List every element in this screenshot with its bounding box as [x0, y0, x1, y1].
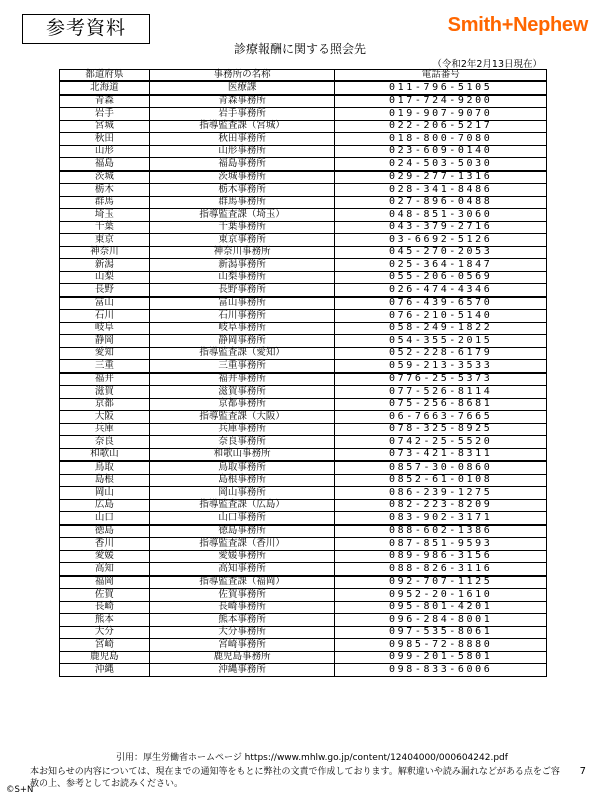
office-name-cell: 長野事務所: [149, 284, 335, 297]
phone-number-cell: 045-270-2053: [335, 246, 547, 259]
prefecture-cell: 福井: [60, 373, 150, 386]
phone-number-cell: 019-907-9070: [335, 108, 547, 121]
table-row: [60, 448, 547, 461]
table-row: [60, 284, 547, 297]
phone-number-cell: 087-851-9593: [335, 538, 547, 551]
office-name-cell: 兵庫事務所: [149, 423, 335, 436]
prefecture-cell: 鳥取: [60, 461, 150, 474]
prefecture-cell: 広島: [60, 499, 150, 512]
office-name-cell: 島根事務所: [149, 474, 335, 487]
page-title: 診療報酬に関する照会先: [233, 42, 366, 56]
phone-number-cell: 017-724-9200: [335, 95, 547, 108]
table-row: [60, 423, 547, 436]
office-name-cell: 岩手事務所: [149, 108, 335, 121]
office-name-cell: 岡山事務所: [149, 487, 335, 500]
table-row: [60, 259, 547, 272]
phone-number-cell: 086-239-1275: [335, 487, 547, 500]
prefecture-cell: 岐阜: [60, 322, 150, 335]
office-name-cell: 群馬事務所: [149, 196, 335, 209]
table-row: [60, 120, 547, 133]
prefecture-cell: 長崎: [60, 601, 150, 614]
office-name-cell: 沖縄事務所: [149, 664, 335, 677]
table-row: [60, 614, 547, 627]
office-name-cell: 神奈川事務所: [149, 246, 335, 259]
phone-number-cell: 098-833-6006: [335, 664, 547, 677]
office-name-cell: 熊本事務所: [149, 614, 335, 627]
office-name-cell: 山梨事務所: [149, 271, 335, 284]
table-row: [60, 550, 547, 563]
phone-number-cell: 029-277-1316: [335, 171, 547, 184]
prefecture-cell: 熊本: [60, 614, 150, 627]
phone-number-cell: 092-707-1125: [335, 576, 547, 589]
table-row: [60, 386, 547, 399]
phone-number-cell: 027-896-0488: [335, 196, 547, 209]
table-row: [60, 171, 547, 184]
office-name-cell: 青森事務所: [149, 95, 335, 108]
table-row: [60, 310, 547, 323]
office-name-cell: 奈良事務所: [149, 436, 335, 449]
phone-number-cell: 011-796-5105: [335, 81, 547, 95]
prefecture-cell: 栃木: [60, 184, 150, 197]
table-row: [60, 95, 547, 108]
prefecture-cell: 香川: [60, 538, 150, 551]
as-of-date: （令和2年2月13日現在）: [432, 59, 542, 70]
table-row: [60, 373, 547, 386]
phone-number-cell: 024-503-5030: [335, 158, 547, 171]
phone-number-cell: 088-826-3116: [335, 563, 547, 576]
prefecture-cell: 京都: [60, 398, 150, 411]
phone-number-cell: 076-210-5140: [335, 310, 547, 323]
phone-number-cell: 043-379-2716: [335, 221, 547, 234]
phone-number-cell: 095-801-4201: [335, 601, 547, 614]
office-name-cell: 山口事務所: [149, 512, 335, 525]
prefecture-cell: 大分: [60, 626, 150, 639]
table-row: [60, 411, 547, 424]
office-name-cell: 高知事務所: [149, 563, 335, 576]
phone-number-cell: 0742-25-5520: [335, 436, 547, 449]
prefecture-cell: 宮崎: [60, 639, 150, 652]
office-name-cell: 富山事務所: [149, 297, 335, 310]
prefecture-cell: 沖縄: [60, 664, 150, 677]
table-row: [60, 271, 547, 284]
phone-number-cell: 082-223-8209: [335, 499, 547, 512]
office-name-cell: 宮崎事務所: [149, 639, 335, 652]
office-name-cell: 和歌山事務所: [149, 448, 335, 461]
office-name-cell: 大分事務所: [149, 626, 335, 639]
prefecture-cell: 徳島: [60, 525, 150, 538]
table-row: [60, 626, 547, 639]
table-row: [60, 196, 547, 209]
prefecture-cell: 奈良: [60, 436, 150, 449]
table-row: [60, 347, 547, 360]
phone-number-cell: 088-602-1386: [335, 525, 547, 538]
office-name-cell: 秋田事務所: [149, 133, 335, 146]
phone-number-cell: 052-228-6179: [335, 347, 547, 360]
source-citation: 引用：厚生労働省ホームページ https://www.mhlw.go.jp/content/12404000/000604242.pdf: [116, 753, 508, 763]
prefecture-cell: 愛知: [60, 347, 150, 360]
prefecture-cell: 北海道: [60, 81, 150, 95]
phone-number-cell: 0985-72-8880: [335, 639, 547, 652]
office-name-cell: 石川事務所: [149, 310, 335, 323]
table-row: [60, 474, 547, 487]
prefecture-cell: 東京: [60, 234, 150, 247]
column-header-office-name: 事務所の名称: [149, 70, 335, 82]
office-name-cell: 指導監査課（大阪）: [149, 411, 335, 424]
phone-number-cell: 059-213-3533: [335, 360, 547, 373]
phone-number-cell: 089-986-3156: [335, 550, 547, 563]
office-name-cell: 指導監査課（宮城）: [149, 120, 335, 133]
prefecture-cell: 長野: [60, 284, 150, 297]
office-name-cell: 指導監査課（香川）: [149, 538, 335, 551]
prefecture-cell: 山口: [60, 512, 150, 525]
phone-number-cell: 023-609-0140: [335, 145, 547, 158]
office-name-cell: 新潟事務所: [149, 259, 335, 272]
office-name-cell: 佐賀事務所: [149, 589, 335, 602]
table-row: [60, 221, 547, 234]
prefecture-cell: 茨城: [60, 171, 150, 184]
table-row: [60, 145, 547, 158]
phone-number-cell: 078-325-8925: [335, 423, 547, 436]
prefecture-cell: 山形: [60, 145, 150, 158]
phone-number-cell: 03-6692-5126: [335, 234, 547, 247]
office-name-cell: 滋賀事務所: [149, 386, 335, 399]
table-row: [60, 512, 547, 525]
prefecture-cell: 青森: [60, 95, 150, 108]
office-name-cell: 静岡事務所: [149, 335, 335, 348]
table-row: [60, 158, 547, 171]
prefecture-cell: 滋賀: [60, 386, 150, 399]
prefecture-cell: 鹿児島: [60, 651, 150, 664]
phone-number-cell: 083-902-3171: [335, 512, 547, 525]
office-name-cell: 指導監査課（愛知）: [149, 347, 335, 360]
office-name-cell: 福島事務所: [149, 158, 335, 171]
phone-number-cell: 058-249-1822: [335, 322, 547, 335]
table-row: [60, 209, 547, 222]
office-name-cell: 愛媛事務所: [149, 550, 335, 563]
phone-number-cell: 022-206-5217: [335, 120, 547, 133]
phone-number-cell: 028-341-8486: [335, 184, 547, 197]
table-row: [60, 360, 547, 373]
phone-number-cell: 073-421-8311: [335, 448, 547, 461]
table-row: [60, 563, 547, 576]
table-row: [60, 234, 547, 247]
phone-number-cell: 026-474-4346: [335, 284, 547, 297]
phone-number-cell: 096-284-8001: [335, 614, 547, 627]
prefecture-cell: 大阪: [60, 411, 150, 424]
prefecture-cell: 愛媛: [60, 550, 150, 563]
office-name-cell: 医療課: [149, 81, 335, 95]
table-row: [60, 639, 547, 652]
phone-number-cell: 099-201-5801: [335, 651, 547, 664]
table-row: [60, 297, 547, 310]
table-row: [60, 589, 547, 602]
phone-number-cell: 06-7663-7665: [335, 411, 547, 424]
reference-material-tag: 参考資料: [22, 14, 150, 44]
table-row: [60, 538, 547, 551]
phone-number-cell: 077-526-8114: [335, 386, 547, 399]
phone-number-cell: 048-851-3060: [335, 209, 547, 222]
table-row: [60, 184, 547, 197]
prefecture-cell: 岩手: [60, 108, 150, 121]
table-row: [60, 398, 547, 411]
prefecture-cell: 新潟: [60, 259, 150, 272]
table-row: [60, 133, 547, 146]
phone-number-cell: 075-256-8681: [335, 398, 547, 411]
office-name-cell: 福井事務所: [149, 373, 335, 386]
prefecture-cell: 三重: [60, 360, 150, 373]
prefecture-cell: 兵庫: [60, 423, 150, 436]
office-name-cell: 鳥取事務所: [149, 461, 335, 474]
phone-number-cell: 076-439-6570: [335, 297, 547, 310]
phone-number-cell: 0857-30-0860: [335, 461, 547, 474]
office-name-cell: 徳島事務所: [149, 525, 335, 538]
office-name-cell: 茨城事務所: [149, 171, 335, 184]
prefecture-cell: 神奈川: [60, 246, 150, 259]
table-row: [60, 108, 547, 121]
page-number: 7: [579, 766, 586, 777]
office-name-cell: 岐阜事務所: [149, 322, 335, 335]
prefecture-cell: 高知: [60, 563, 150, 576]
table-row: [60, 525, 547, 538]
office-name-cell: 鹿児島事務所: [149, 651, 335, 664]
prefecture-cell: 福岡: [60, 576, 150, 589]
office-name-cell: 指導監査課（広島）: [149, 499, 335, 512]
table-row: [60, 664, 547, 677]
table-row: [60, 322, 547, 335]
office-name-cell: 指導監査課（埼玉）: [149, 209, 335, 222]
prefecture-cell: 和歌山: [60, 448, 150, 461]
office-name-cell: 三重事務所: [149, 360, 335, 373]
prefecture-cell: 静岡: [60, 335, 150, 348]
table-row: [60, 487, 547, 500]
prefecture-cell: 秋田: [60, 133, 150, 146]
office-name-cell: 栃木事務所: [149, 184, 335, 197]
prefecture-cell: 宮城: [60, 120, 150, 133]
prefecture-cell: 富山: [60, 297, 150, 310]
prefecture-cell: 島根: [60, 474, 150, 487]
prefecture-cell: 佐賀: [60, 589, 150, 602]
table-row: [60, 651, 547, 664]
column-header-prefecture: 都道府県: [60, 70, 150, 82]
phone-number-cell: 0852-61-0108: [335, 474, 547, 487]
disclaimer-note: 本お知らせの内容については、現在までの通知等をもとに弊社の文責で作成しております。解釈違いや読み漏れなどがある点をご容赦の上、参考としてお読みください。: [30, 767, 560, 789]
office-name-cell: 東京事務所: [149, 234, 335, 247]
phone-number-cell: 0952-20-1610: [335, 589, 547, 602]
table-row: [60, 436, 547, 449]
phone-number-cell: 018-800-7080: [335, 133, 547, 146]
prefecture-cell: 福島: [60, 158, 150, 171]
table-row: [60, 246, 547, 259]
table-body: [60, 81, 547, 676]
table-row: [60, 335, 547, 348]
phone-number-cell: 097-535-8061: [335, 626, 547, 639]
table-row: [60, 601, 547, 614]
prefecture-cell: 群馬: [60, 196, 150, 209]
table-row: [60, 81, 547, 95]
office-name-cell: 京都事務所: [149, 398, 335, 411]
office-name-cell: 指導監査課（福岡）: [149, 576, 335, 589]
column-header-phone: 電話番号: [335, 70, 547, 82]
smith-nephew-logo: Smith+Nephew: [447, 14, 588, 36]
copyright: ©S+N: [6, 785, 34, 795]
prefecture-cell: 千葉: [60, 221, 150, 234]
table-row: [60, 576, 547, 589]
contact-table: [59, 69, 547, 677]
prefecture-cell: 石川: [60, 310, 150, 323]
prefecture-cell: 山梨: [60, 271, 150, 284]
prefecture-cell: 岡山: [60, 487, 150, 500]
phone-number-cell: 0776-25-5373: [335, 373, 547, 386]
phone-number-cell: 025-364-1847: [335, 259, 547, 272]
office-name-cell: 山形事務所: [149, 145, 335, 158]
table-row: [60, 499, 547, 512]
office-name-cell: 千葉事務所: [149, 221, 335, 234]
phone-number-cell: 054-355-2015: [335, 335, 547, 348]
table-row: [60, 461, 547, 474]
phone-number-cell: 055-206-0569: [335, 271, 547, 284]
table-header: [60, 70, 547, 82]
prefecture-cell: 埼玉: [60, 209, 150, 222]
office-name-cell: 長崎事務所: [149, 601, 335, 614]
